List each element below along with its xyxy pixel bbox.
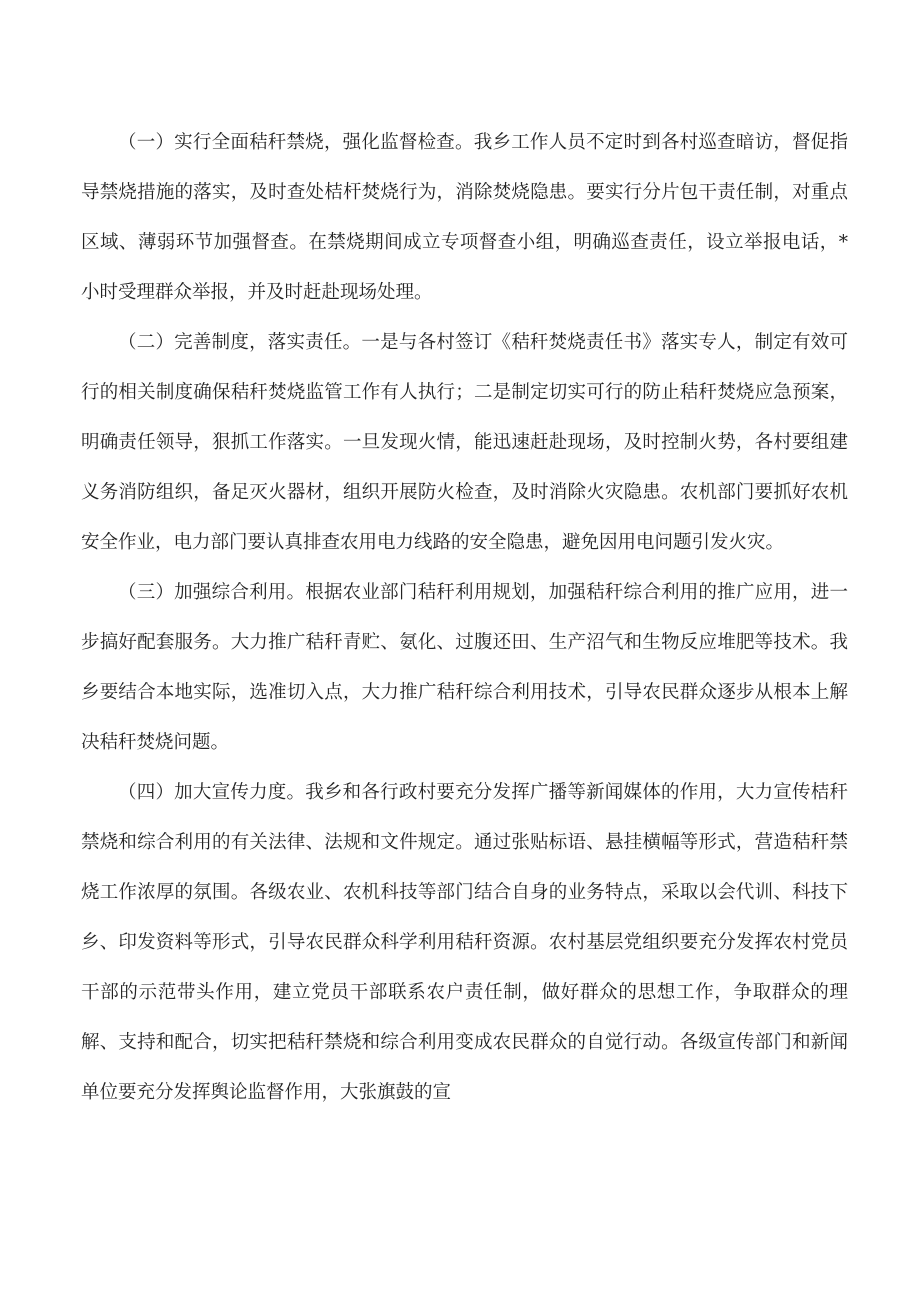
paragraph-1: （一）实行全面秸秆禁烧，强化监督检查。我乡工作人员不定时到各村巡查暗访，督促指导禁烧措施的落实，及时查处桔杆焚烧行为，消除焚烧隐患。要实行分片包干责任制，对重点区域、薄弱环节加强督查。在禁烧期间成立专项督查小组，明确巡查责任，设立举报电话，*小时受理群众举报，并及时赶赴现场处理。 <box>81 132 848 303</box>
paragraph-4: （四）加大宣传力度。我乡和各行政村要充分发挥广播等新闻媒体的作用，大力宣传桔秆禁烧和综合利用的有关法律、法规和文件规定。通过张贴标语、悬挂横幅等形式，营造秸秆禁烧工作浓厚的氛围。各级农业、农机科技等部门结合自身的业务特点，采取以会代训、科技下乡、印发资料等形式，引导农民群众科学利用秸秆资源。农村基层党组织要充分发挥农村党员干部的示范带头作用，建立党员干部联系农户责任制，做好群众的思想工作，争取群众的理解、支持和配合，切实把秸秆禁烧和综合利用变成农民群众的自觉行动。各级宣传部门和新闻单位要充分发挥舆论监督作用，大张旗鼓的宣 <box>81 782 848 1103</box>
paragraph-3: （三）加强综合利用。根据农业部门秸秆利用规划，加强秸秆综合利用的推广应用，进一步搞好配套服务。大力推广秸秆青贮、氨化、过腹还田、生产沼气和生物反应堆肥等技术。我乡要结合本地实际，选准切入点，大力推广秸秆综合利用技术，引导农民群众逐步从根本上解决秸秆焚烧问题。 <box>81 582 848 753</box>
paragraph-2: （二）完善制度，落实责任。一是与各村签订《秸秆焚烧责任书》落实专人，制定有效可行的相关制度确保秸秆焚烧监管工作有人执行；二是制定切实可行的防止秸秆焚烧应急预案，明确责任领导，狠抓工作落实。一旦发现火情，能迅速赶赴现场，及时控制火势，各村要组建义务消防组织，备足灭火器材，组织开展防火检查，及时消除火灾隐患。农机部门要抓好农机安全作业，电力部门要认真排查农用电力线路的安全隐患，避免因用电问题引发火灾。 <box>81 332 848 553</box>
document-body <box>81 118 848 1118</box>
